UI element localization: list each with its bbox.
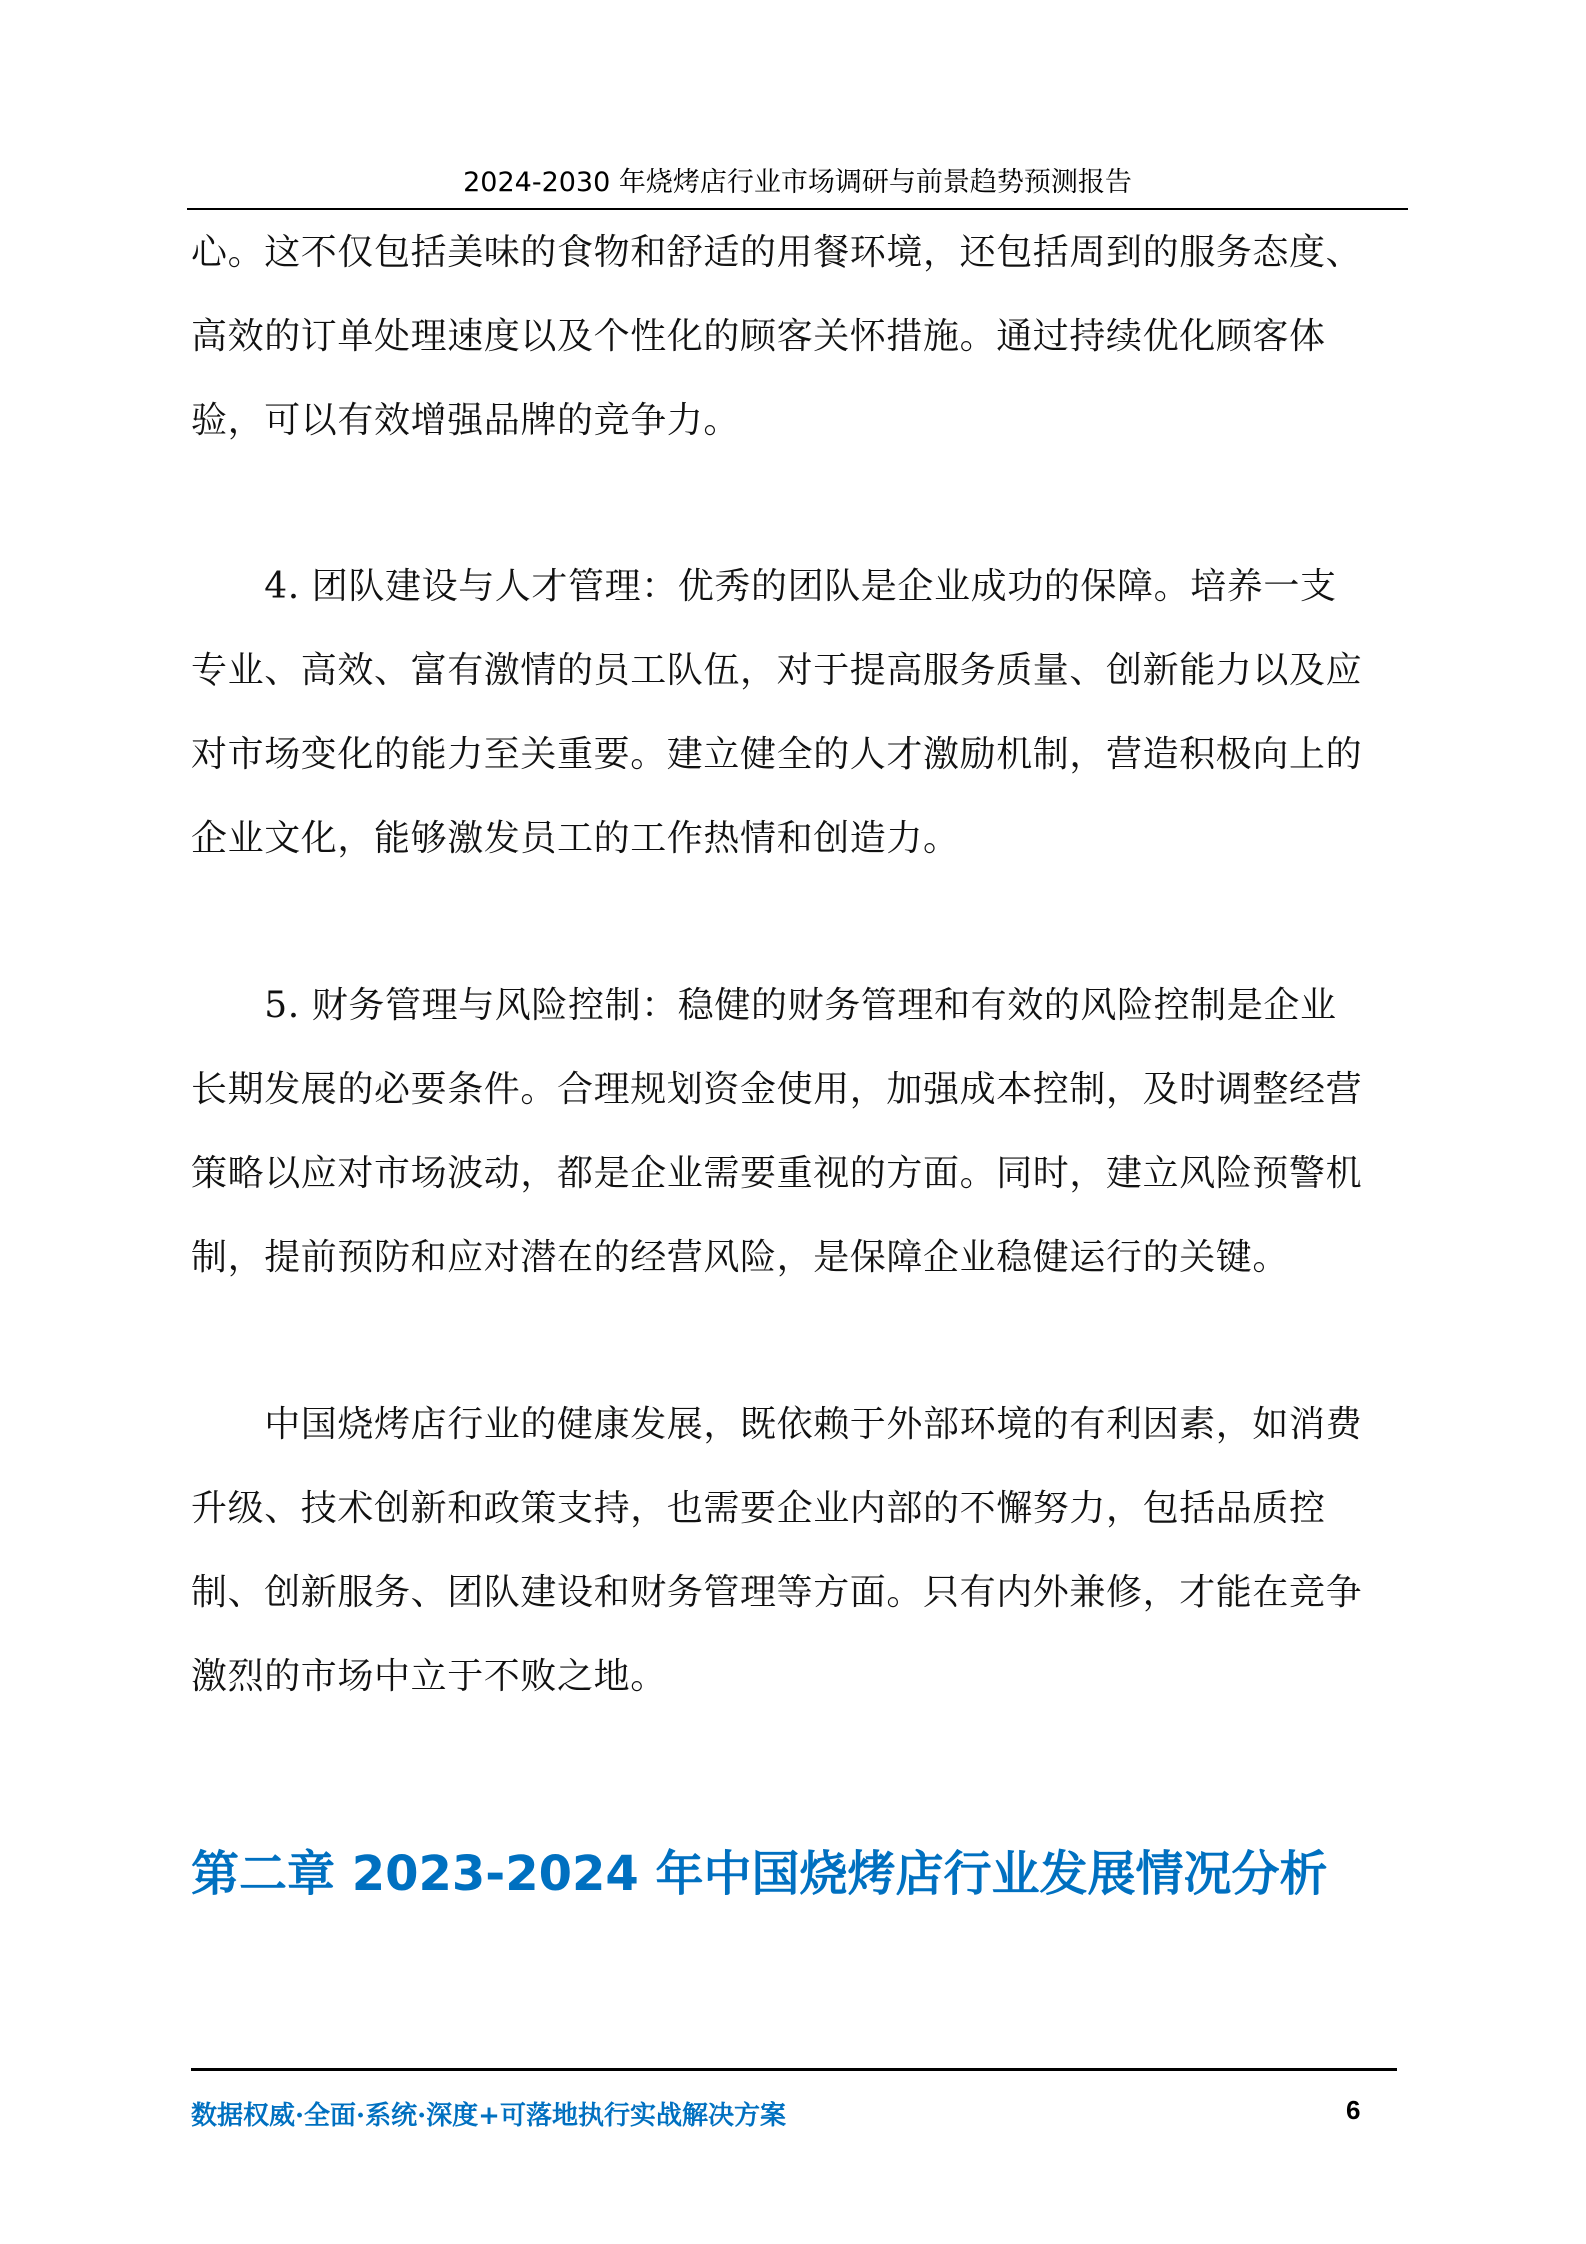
page-number: 6 xyxy=(1346,2095,1361,2125)
footer-slogan: 数据权威·全面·系统·深度+可落地执行实战解决方案 xyxy=(191,2101,786,2131)
paragraph-line: 长期发展的必要条件。合理规划资金使用，加强成本控制，及时调整经营 xyxy=(191,1069,1363,1110)
paragraph-line: 中国烧烤店行业的健康发展，既依赖于外部环境的有利因素，如消费 xyxy=(191,1404,1363,1445)
body-paragraph xyxy=(191,964,1411,1300)
body-paragraph xyxy=(191,545,1411,881)
paragraph-line: 企业文化，能够激发员工的工作热情和创造力。 xyxy=(191,818,960,859)
paragraph-line: 验，可以有效增强品牌的竞争力。 xyxy=(191,400,741,441)
paragraph-line: 专业、高效、富有激情的员工队伍，对于提高服务质量、创新能力以及应 xyxy=(191,650,1363,691)
page-header-title: 2024-2030 年烧烤店行业市场调研与前景趋势预测报告 xyxy=(463,167,1132,198)
paragraph-line: 策略以应对市场波动，都是企业需要重视的方面。同时，建立风险预警机 xyxy=(191,1153,1363,1194)
paragraph-line: 心。这不仅包括美味的食物和舒适的用餐环境，还包括周到的服务态度、 xyxy=(191,232,1363,273)
paragraph-line: 制、创新服务、团队建设和财务管理等方面。只有内外兼修，才能在竞争 xyxy=(191,1572,1363,1613)
paragraph-line: 激烈的市场中立于不败之地。 xyxy=(191,1656,667,1697)
body-paragraph xyxy=(191,1383,1411,1719)
body-paragraph xyxy=(191,211,1411,463)
paragraph-line: 制，提前预防和应对潜在的经营风险，是保障企业稳健运行的关键。 xyxy=(191,1237,1290,1278)
header-divider xyxy=(187,208,1408,210)
paragraph-line: 高效的订单处理速度以及个性化的顾客关怀措施。通过持续优化顾客体 xyxy=(191,316,1326,357)
paragraph-line: 4. 团队建设与人才管理：优秀的团队是企业成功的保障。培养一支 xyxy=(191,566,1337,607)
paragraph-line: 5. 财务管理与风险控制：稳健的财务管理和有效的风险控制是企业 xyxy=(191,985,1337,1026)
paragraph-line: 对市场变化的能力至关重要。建立健全的人才激励机制，营造积极向上的 xyxy=(191,734,1363,775)
paragraph-line: 升级、技术创新和政策支持，也需要企业内部的不懈努力，包括品质控 xyxy=(191,1488,1326,1529)
chapter-heading: 第二章 2023-2024 年中国烧烤店行业发展情况分析 xyxy=(191,1846,1328,1902)
footer-divider xyxy=(191,2068,1397,2071)
